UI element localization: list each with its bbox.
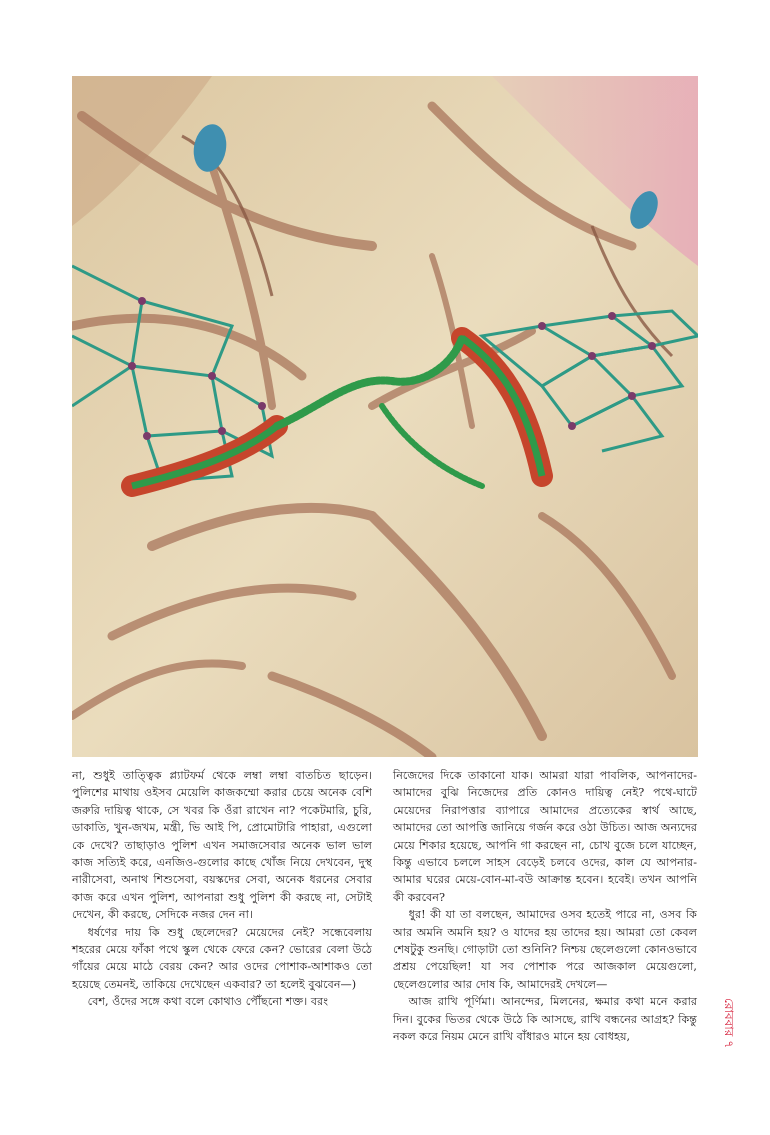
rakhi-artwork	[72, 76, 698, 757]
article-column-right	[393, 767, 697, 1046]
paragraph: আজ রাখি পূর্ণিমা। আনন্দের, মিলনের, ক্ষমার কথা মনে করার দিন। বুকের ভিতর থেকে উঠে কি আসছে, রাখি বন্ধনের আগ্রহ? কিন্তু নকল করে নিয়ম মেনে রাখি বাঁধারও মানে হয় বোধহয়,	[393, 995, 697, 1044]
paragraph: বেশ, ওঁদের সঙ্গে কথা বলে কোথাও পৌঁছনো শক্ত। বরং	[87, 995, 329, 1009]
paragraph: ধুর! কী যা তা বলছেন, আমাদের ওসব হতেই পারে না, ওসব কি আর অমনি অমনি হয়? ও যাদের হয় তাদের হয়। আমরা তো কেবল শেষটুকু শুনছি। গোড়াটা তো শুনিনি? নিশ্চয় ছেলেগুলো কোনওভাবে প্রশ্রয় পেয়েছিল! যা সব পোশাক পরে আজকাল মেয়েগুলো, ছেলেগুলোর আর দোষ কি, আমাদেরই দেখলে—	[393, 908, 697, 991]
paragraph: নিজেদের দিকে তাকানো যাক। আমরা যারা পাবলিক, আপনাদের-আমাদের বুঝি নিজেদের প্রতি কোনও দায়িত্ব নেই? পথে-ঘাটে মেয়েদের নিরাপত্তার ব্যাপারে আমাদের প্রত্যেকের স্বার্থ আছে, আমাদের তো আপত্তি জানিয়ে গর্জন করে ওঠা উচিত। আজ অন্যদের মেয়ে শিকার হয়েছে, আপনি গা করছেন না, চোখ বুজে চলে যাচ্ছেন, কিন্তু এভাবে চললে সাহস বেড়েই চলবে ওদের, কাল যে আপনার-আমার ঘরের মেয়ে-বোন-মা-বউ আক্রান্ত হবেন। হবেই। তখন আপনি কী করবেন?	[393, 769, 697, 904]
crossed-hands-rakhi-drawing-icon	[72, 76, 698, 757]
page-number-text: রোববার ৭	[722, 997, 736, 1049]
paragraph: না, শুধুই তাত্ত্বিক প্ল্যাটফর্ম থেকে লম্বা লম্বা বাতচিত ছাড়েন। পুলিশের মাথায় ওইসব মেয়েলি কাজকম্মো করার চেয়ে অনেক বেশি জরুরি দায়িত্ব থাকে, সে খবর কি ওঁরা রাখেন না? পকেটমারি, চুরি, ডাকাতি, খুন-জখম, মন্ত্রী, ভি আই পি, প্রোমোটারি পাহারা, এগুলো কে দেখে? তাছাড়াও পুলিশ এখন সমাজসেবার অনেক ভাল ভাল কাজ সত্যিই করে, এনজিও-গুলোর কাছে খোঁজ নিয়ে দেখবেন, দুস্থ নারীসেবা, অনাথ শিশুসেবা, বয়স্কদের সেবা, অনেক ধরনের সেবার কাজ করে এখন পুলিশ, আপনারা শুধু পুলিশ কী করছে না, সেটাই দেখেন, কী করছে, সেদিকে নজর দেন না।	[72, 769, 372, 922]
article-column-left	[72, 767, 372, 1011]
paragraph: ধর্ষণের দায় কি শুধু ছেলেদের? মেয়েদের নেই? সন্ধেবেলায় শহরের মেয়ে ফাঁকা পথে স্কুল থেকে ফেরে কেন? ভোরের বেলা উঠে গাঁয়ের মেয়ে মাঠে বেরয় কেন? আর ওদের পোশাক-আশাকও তো হয়েছে তেমনই, তাকিয়ে দেখেছেন একবার? তা হলেই বুঝবেন—)	[72, 925, 372, 991]
page-number-label	[718, 968, 736, 1078]
